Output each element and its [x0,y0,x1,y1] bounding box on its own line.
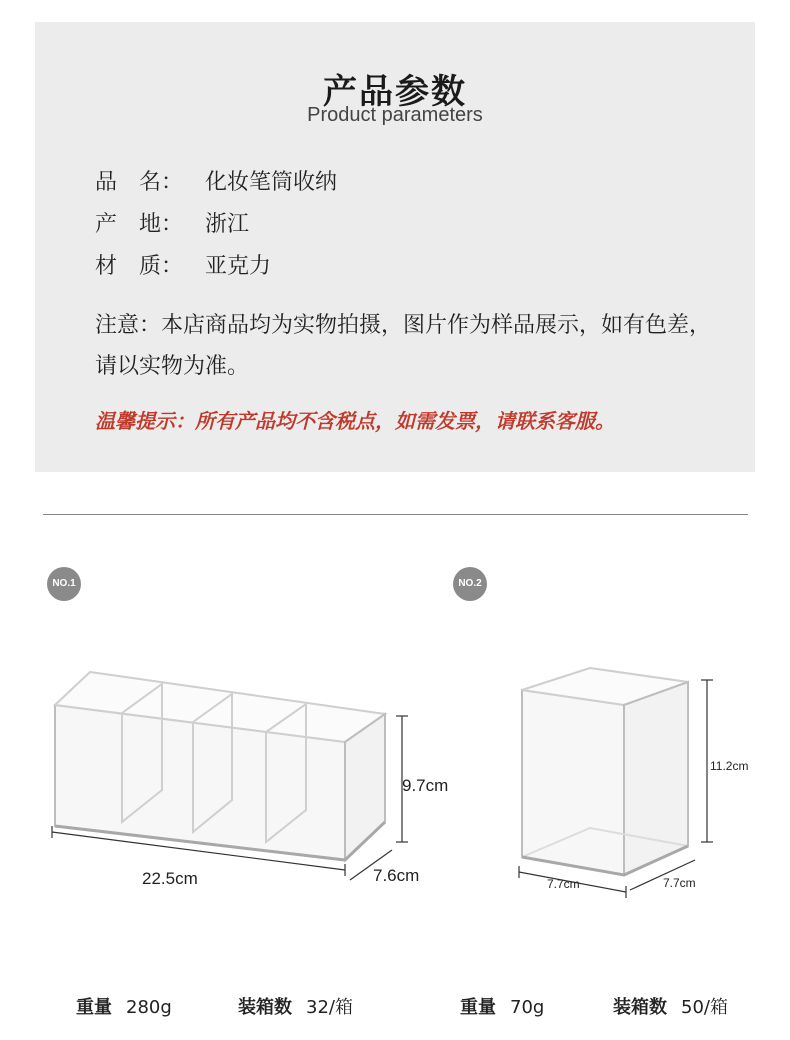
box-value: 50/箱 [681,997,728,1018]
page-title: 产品参数 [323,72,467,112]
dim-depth-1: 7.6cm [373,866,420,885]
page-subtitle: Product parameters [307,104,483,126]
box-label: 装箱数 [238,997,292,1018]
warning-text: 温馨提示：所有产品均不含税点，如需发票，请联系客服。 [95,409,615,433]
weight-label: 重量 [76,997,112,1018]
dim-length-1: 22.5cm [142,869,198,888]
product-badge-1: NO.1 [47,567,81,601]
weight-label: 重量 [460,997,496,1018]
dim-width-2: 7.7cm [547,877,580,891]
dim-depth-2: 7.7cm [663,876,696,890]
product-badge-2: NO.2 [453,567,487,601]
box-value: 32/箱 [306,997,353,1018]
spec-value: 亚克力 [205,254,272,279]
product-2-box [613,993,728,1019]
spec-key: 材 质： [95,254,184,279]
spec-value: 化妆笔筒收纳 [205,170,338,195]
spec-value: 浙江 [205,212,250,237]
dim-height-1: 9.7cm [402,776,449,795]
weight-value: 280g [126,997,172,1018]
product-1-weight [76,993,172,1019]
spec-key: 品 名： [95,170,184,195]
weight-value: 70g [510,997,545,1018]
box-label: 装箱数 [613,997,667,1018]
product-1-box [238,993,353,1019]
spec-key: 产 地： [95,212,184,237]
product-2-weight [460,993,544,1019]
note-text: 注意：本店商品均为实物拍摄，图片作为样品展示，如有色差，请以实物为准。 [95,313,712,379]
dim-height-2: 11.2cm [710,759,749,773]
